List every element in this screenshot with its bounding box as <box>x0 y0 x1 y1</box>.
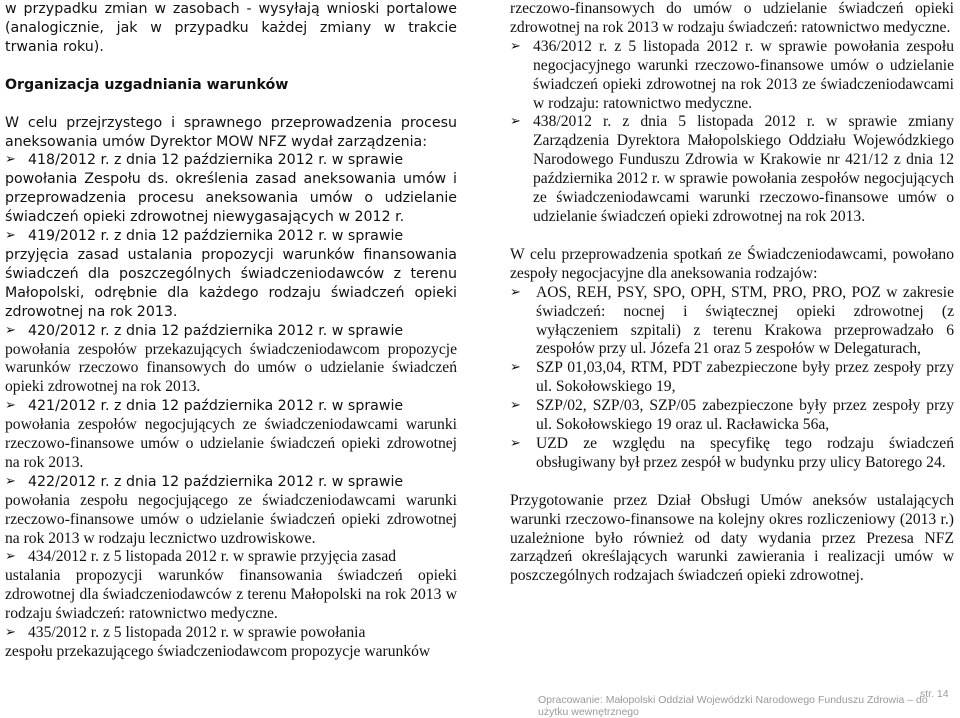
ordinance-body: powołania zespołów negocjujących ze świadczeniodawcami warunki rzeczowo-finansowe umów o udzielanie świadczeń opieki zdrowotnej na rok 2013. <box>5 416 457 471</box>
ordinance-item <box>510 38 954 114</box>
ordinance-item <box>5 624 457 662</box>
arrowhead-bullet-icon: ➢ <box>510 435 521 451</box>
right-column <box>510 0 954 586</box>
ordinance-item <box>5 151 457 227</box>
ordinance-body: przyjęcia zasad ustalania propozycji warunków finansowania świadczeń dla poszczególnych świadczeniodawców z terenu Małopolski, odrębnie dla każdego rodzaju świadczeń opieki zdrowotnej na rok 2013. <box>5 246 457 320</box>
ordinance-head: 435/2012 r. z 5 listopada 2012 r. w sprawie powołania <box>28 624 366 642</box>
ordinance-item <box>5 397 457 473</box>
arrowhead-bullet-icon: ➢ <box>5 625 16 641</box>
arrowhead-bullet-icon: ➢ <box>510 284 521 300</box>
arrowhead-bullet-icon: ➢ <box>510 398 521 414</box>
ordinance-item <box>5 322 457 398</box>
left-column <box>5 0 457 662</box>
ordinance-head: 418/2012 r. z dnia 12 października 2012 r. w sprawie <box>28 152 404 169</box>
ordinance-head: 421/2012 r. z dnia 12 października 2012 r. w sprawie <box>28 398 404 415</box>
list-item: ➢ SZP/02, SZP/03, SZP/05 zabezpieczone były przez zespoły przy ul. Sokołowskiego 19 oraz ul. Racławicka 56a, <box>510 397 954 434</box>
continuation-paragraph: rzeczowo-finansowych do umów o udzielanie świadczeń opieki zdrowotnej na rok 2013 w rodzaju świadczeń: ratownictwo medyczne. <box>510 0 954 36</box>
arrowhead-bullet-icon: ➢ <box>5 549 16 565</box>
ordinance-body: powołania zespołów przekazujących świadczeniodawcom propozycje warunków rzeczowo finansowych do umów o udzielanie świadczeń opieki zdrowotnej na rok 2013. <box>5 340 457 396</box>
intro-paragraph: w przypadku zmian w zasobach - wysyłają wnioski portalowe (analogicznie, jak w przypadku każdej zmiany w trakcie trwania roku). <box>5 1 457 55</box>
ordinance-text: 438/2012 r. z dnia 5 listopada 2012 r. w sprawie zmiany Zarządzenia Dyrektora Małopolskiego Oddziału Wojewódzkiego Narodowego Funduszu Zdrowia w Krakowie nr 421/12 z dnia 12 października 2012 r. w sprawie powołania zespołów negocjujących ze świadczeniodawcami warunki rzeczowo-finansowe umów o udzielanie świadczeń opieki zdrowotnej na rok 2013. <box>533 113 954 225</box>
ordinance-body: zespołu przekazującego świadczeniodawcom propozycje warunków <box>5 643 431 660</box>
ordinance-head: 419/2012 r. z dnia 12 października 2012 r. w sprawie <box>28 228 404 245</box>
list-item: ➢ AOS, REH, PSY, SPO, OPH, STM, PRO, PRO, POZ w zakresie świadczeń: nocnej i świątecznej opieki zdrowotnej (z wyłączeniem szpitali) z terenu Krakowa przeprowadzało 6 zespołów przy ul. Józefa 21 oraz 5 zespołów w Delegaturach, <box>510 283 954 358</box>
ordinance-item <box>5 548 457 624</box>
arrowhead-bullet-icon: ➢ <box>5 398 16 414</box>
preparation-paragraph: Przygotowanie przez Dział Obsługi Umów aneksów ustalających warunki rzeczowo-finansowe na kolejny okres rozliczeniowy (2013 r.) uzależnione było również od daty wydania przez Prezesa NFZ zarządzeń określających warunki zawierania i realizacji umów w poszczególnych rodzajach świadczeń opieki zdrowotnej. <box>510 491 954 585</box>
arrowhead-bullet-icon: ➢ <box>510 114 521 130</box>
arrowhead-bullet-icon: ➢ <box>510 38 521 54</box>
ordinance-head: 420/2012 r. z dnia 12 października 2012 r. w sprawie <box>28 322 404 339</box>
ordinance-item <box>510 113 954 226</box>
ordinance-body: powołania zespołu negocjującego ze świadczeniodawcami warunki rzeczowo-finansowe umów o udzielanie świadczeń opieki zdrowotnej na rok 2013 w rodzaju lecznictwo uzdrowiskowe. <box>5 491 457 547</box>
ordinance-item <box>5 227 457 322</box>
ordinance-head: 434/2012 r. z 5 listopada 2012 r. w sprawie przyjęcia zasad <box>28 548 397 566</box>
page-number: str. 14 <box>920 688 949 700</box>
list-item: ➢ UZD ze względu na specyfikę tego rodzaju świadczeń obsługiwany był przez zespół w budynku przy ulicy Batorego 24. <box>510 434 954 471</box>
list-item: ➢ SZP 01,03,04, RTM, PDT zabezpieczone były przez zespoły przy ul. Sokołowskiego 19, <box>510 359 954 396</box>
footer-note: Opracowanie: Małopolski Oddział Wojewódzki Narodowego Funduszu Zdrowia – do użytku wewnętrznego <box>538 694 928 718</box>
ordinance-body: powołania Zespołu ds. określenia zasad aneksowania umów i przeprowadzenia procesu aneksowania umów o udzielanie świadczeń opieki zdrowotnej niewygasających w 2012 r. <box>5 171 457 226</box>
teams-list <box>510 284 954 473</box>
arrowhead-bullet-icon: ➢ <box>5 322 16 338</box>
section-heading: Organizacja uzgadniania warunków <box>5 76 289 93</box>
arrowhead-bullet-icon: ➢ <box>5 473 16 489</box>
teams-paragraph: W celu przeprowadzenia spotkań ze Świadczeniodawcami, powołano zespoły negocjacyjne dla aneksowania rodzajów: <box>510 245 954 282</box>
arrowhead-bullet-icon: ➢ <box>5 228 16 244</box>
intro-ordinances-paragraph: W celu przejrzystego i sprawnego przeprowadzenia procesu aneksowania umów Dyrektor MOW NFZ wydał zarządzenia: <box>5 114 457 150</box>
arrowhead-bullet-icon: ➢ <box>510 360 521 376</box>
ordinance-text: 436/2012 r. z 5 listopada 2012 r. w sprawie powołania zespołu negocjacyjnego warunki rzeczowo-finansowe umów o udzielanie świadczeń opieki zdrowotnej na rok 2013 ze świadczeniodawcami w rodzaju: ratownictwo medyczne. <box>533 37 954 112</box>
ordinance-body: ustalania propozycji warunków finansowania świadczeń opieki zdrowotnej dla świadczeniodawców z terenu Małopolski na rok 2013 w rodzaju świadczeń: ratownictwo medyczne. <box>5 567 457 623</box>
ordinance-item <box>5 473 457 549</box>
arrowhead-bullet-icon: ➢ <box>5 152 16 168</box>
ordinance-head: 422/2012 r. z dnia 12 października 2012 r. w sprawie <box>28 473 404 490</box>
